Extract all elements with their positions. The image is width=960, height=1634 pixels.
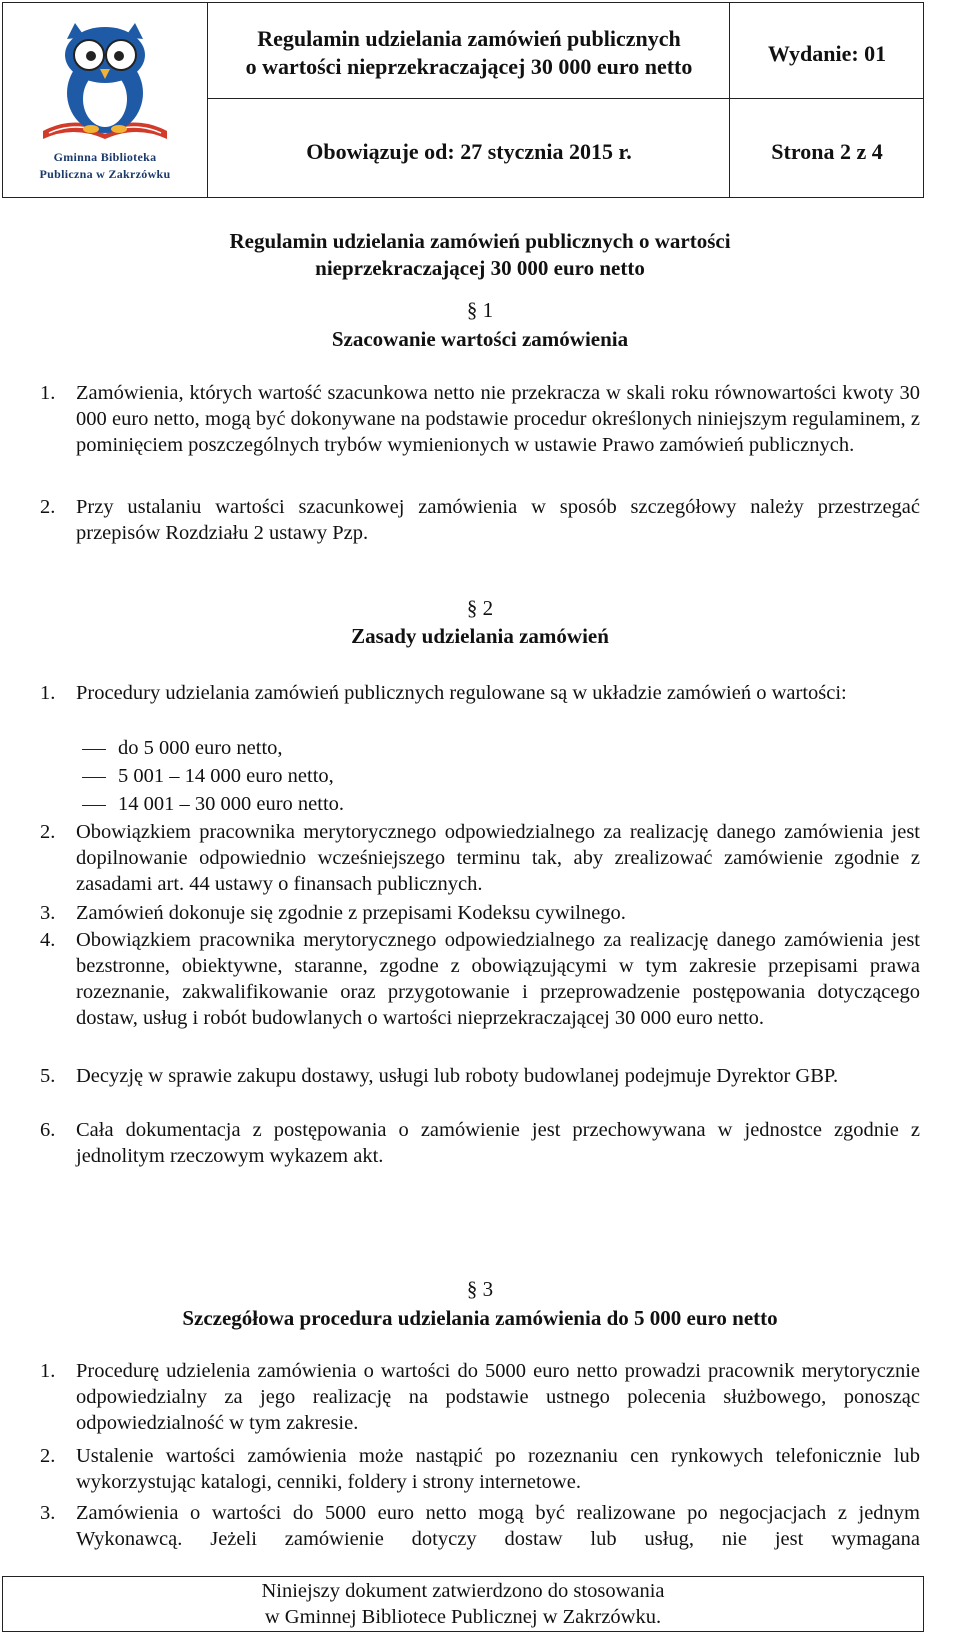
item-text: Obowiązkiem pracownika merytorycznego odpowiedzialnego za realizację danego zamówienia jest dopilnowanie odpowiednio wcześniejszego terminu tak, aby zrealizować zamówienie zgodnie z zasadami art. 44 ustawy o finansach publicznych. <box>76 821 920 895</box>
header-title-line1: Regulamin udzielania zamówień publicznych <box>257 26 681 51</box>
owl-icon <box>3 3 207 148</box>
footer-line2: w Gminnej Bibliotece Publicznej w Zakrzówku. <box>264 1606 662 1628</box>
item-number: 3. <box>40 1502 56 1524</box>
list-item <box>40 927 920 1031</box>
header-divider <box>207 3 208 197</box>
range-text: do 5 000 euro netto, <box>118 737 283 759</box>
item-number: 3. <box>40 902 56 924</box>
item-number: 5. <box>40 1065 56 1087</box>
library-logo <box>3 3 207 197</box>
section-mark: § 2 <box>466 596 494 620</box>
valid-from-label: Obowiązuje od: 27 stycznia 2015 r. <box>306 139 632 164</box>
edition-label: Wydanie: 01 <box>767 41 887 66</box>
item-text: Zamówienia, których wartość szacunkowa netto nie przekracza w skali roku równowartości kwoty 30 000 euro netto, mogą być dokonywane na podstawie procedur określonych niniejszym regulaminem, z pominięciem poszczególnych trybów wymienionych w ustawie Prawo zamówień publicznych. <box>76 382 920 456</box>
list-item <box>40 1117 920 1169</box>
item-text: Cała dokumentacja z postępowania o zamówienie jest przechowywana w jednostce zgodnie z jednolitym rzeczowym wykazem akt. <box>76 1119 920 1167</box>
section-title: Szczegółowa procedura udzielania zamówienia do 5 000 euro netto <box>182 1306 778 1330</box>
list-item <box>40 900 920 926</box>
list-item <box>40 1443 920 1495</box>
item-number: 1. <box>40 382 56 404</box>
list-item <box>40 1500 920 1552</box>
logo-text-line2: Publiczna w Zakrzówku <box>39 167 171 181</box>
item-number: 4. <box>40 929 56 951</box>
item-text: Procedurę udzielenia zamówienia o wartości do 5000 euro netto prowadzi pracownik merytorycznie odpowiedzialny za jego realizację na podstawie ustnego polecenia służbowego, ponosząc odpowiedzialność w tym zakresie. <box>76 1360 920 1434</box>
list-item <box>40 1063 920 1089</box>
item-number: 2. <box>40 1445 56 1467</box>
range-item <box>82 735 283 761</box>
list-item <box>40 819 920 897</box>
item-text: Obowiązkiem pracownika merytorycznego odpowiedzialnego za realizację danego zamówienia jest bezstronne, obiektywne, staranne, zgodne z obowiązującymi w tym zakresie przepisami prawa rozeznanie, zakwalifikowanie oraz przygotowanie i przeprowadzenie postępowania dotyczącego dostaw, usług i robót budowlanych o wartości nieprzekraczającej 30 000 euro netto. <box>76 929 920 1029</box>
document-title-line2: nieprzekraczającej 30 000 euro netto <box>315 256 645 280</box>
footer-line1: Niniejszy dokument zatwierdzono do stosowania <box>261 1580 665 1602</box>
header-divider <box>729 3 730 197</box>
list-item <box>40 1358 920 1436</box>
header-title-line2: o wartości nieprzekraczającej 30 000 euro netto <box>245 54 693 79</box>
range-text: 5 001 – 14 000 euro netto, <box>118 765 334 787</box>
item-number: 2. <box>40 821 56 843</box>
list-item <box>40 494 920 546</box>
item-number: 2. <box>40 496 56 518</box>
item-text: Decyzję w sprawie zakupu dostawy, usługi lub roboty budowlanej podejmuje Dyrektor GBP. <box>76 1065 839 1087</box>
header-title <box>209 25 729 81</box>
item-text: Zamówień dokonuje się zgodnie z przepisami Kodeksu cywilnego. <box>76 902 626 924</box>
range-item <box>82 791 344 817</box>
list-item <box>40 380 920 458</box>
item-text: Zamówienia o wartości do 5000 euro netto mogą być realizowane po negocjacjach z jednym Wykonawcą. Jeżeli zamówienie dotyczy dostaw lub usług, nie jest wymagana <box>76 1502 920 1550</box>
page-number: Strona 2 z 4 <box>771 139 883 164</box>
section-title: Szacowanie wartości zamówienia <box>331 327 629 351</box>
document-header <box>2 2 924 198</box>
section-mark: § 1 <box>466 298 494 322</box>
item-text: Procedury udzielania zamówień publicznych regulowane są w układzie zamówień o wartości: <box>76 682 847 704</box>
list-item <box>40 680 920 706</box>
dash-bullet <box>82 777 106 778</box>
document-footer <box>2 1576 924 1632</box>
document-title-line1: Regulamin udzielania zamówień publicznych o wartości <box>229 229 731 253</box>
item-number: 1. <box>40 1360 56 1382</box>
section-mark: § 3 <box>466 1277 494 1301</box>
header-divider <box>207 98 923 99</box>
range-item <box>82 763 334 789</box>
dash-bullet <box>82 805 106 806</box>
item-text: Przy ustalaniu wartości szacunkowej zamówienia w sposób szczegółowy należy przestrzegać przepisów Rozdziału 2 ustawy Pzp. <box>76 496 920 544</box>
item-number: 6. <box>40 1119 56 1141</box>
item-text: Ustalenie wartości zamówienia może nastąpić po rozeznaniu cen rynkowych telefonicznie lub wykorzystując katalogi, cenniki, foldery i strony internetowe. <box>76 1445 920 1493</box>
section-title: Zasady udzielania zamówień <box>351 624 609 648</box>
document-title <box>0 228 960 282</box>
item-number: 1. <box>40 682 56 704</box>
dash-bullet <box>82 749 106 750</box>
range-text: 14 001 – 30 000 euro netto. <box>118 793 345 815</box>
logo-text-line1: Gminna Biblioteka <box>53 150 157 164</box>
